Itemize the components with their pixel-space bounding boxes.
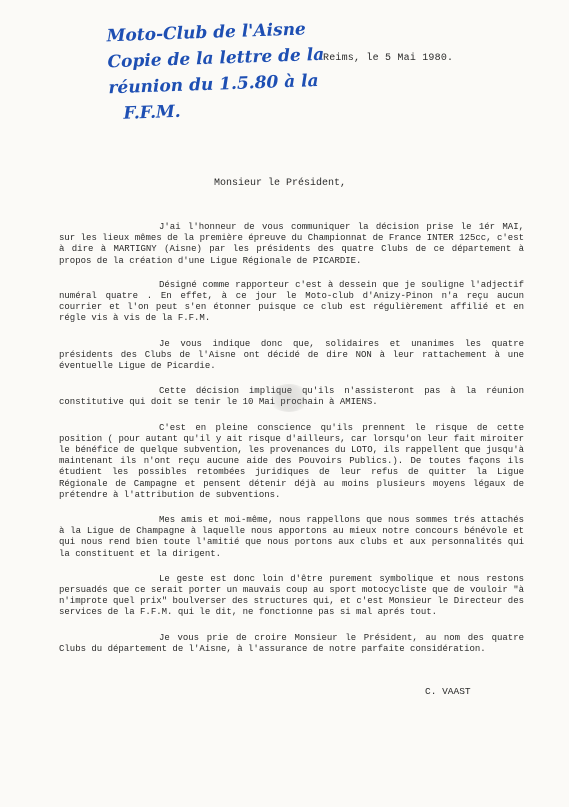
- letter-body: [59, 222, 524, 669]
- annotation-line: réunion du 1.5.80 à la: [108, 70, 319, 99]
- annotation-line: Moto-Club de l'Aisne: [106, 19, 307, 47]
- handwritten-annotation: [106, 17, 325, 128]
- body-paragraph: Je vous prie de croire Monsieur le Président, au nom des quatre Clubs du département de l'Aisne, à l'assurance de notre parfaite considération.: [59, 632, 524, 654]
- body-paragraph: C'est en pleine conscience qu'ils prennent le risque de cette position ( pour autant qu'il y ait risque d'ailleurs, car lorsqu'on leur fait miroiter le bénéfice de quelque subvention, les provenances du LOTO, ils rappellent que jusqu'à maintenant ils n'ont reçu aucune aide des Pouvoirs Publics.). De toutes façons ils étudient les possibles retombées juridiques de leur refus de quitter la Ligue Régionale de Campagne et pensent détenir déjà au moins plusieurs moyens légaux de prétendre à l'attribution de subventions.: [59, 422, 524, 500]
- body-paragraph: Mes amis et moi-même, nous rappellons que nous sommes trés attachés à la Ligue de Champagne à laquelle nous apportons au mieux notre concours bénévole et qui nous rend bien toute l'amitié que nous portons aux clubs et aux personnalités qui la constituent et la dirigent.: [59, 515, 524, 559]
- faint-stamp: [268, 384, 310, 412]
- body-paragraph: Désigné comme rapporteur c'est à dessein que je souligne l'adjectif numéral quatre . En effet, à ce jour le Moto-club d'Anizy-Pinon n'a reçu aucun courrier et l'on peut s'en étonner puisque ce club est régulièrement affilié et en régle vis à vis de la F.F.M.: [59, 279, 524, 324]
- annotation-line: Copie de la lettre de la: [107, 44, 325, 73]
- letter-date: Reims, le 5 Mai 1980.: [323, 53, 454, 64]
- body-paragraph: Cette décision implique qu'ils n'assisteront pas à la réunion constitutive qui doit se tenir le 10 Mai prochain à AMIENS.: [59, 386, 524, 408]
- body-paragraph: Je vous indique donc que, solidaires et unanimes les quatre présidents des Clubs de l'Aisne ont décidé de dire NON à leur rattachement à une éventuelle Ligue de Picardie.: [59, 338, 524, 372]
- body-paragraph: Le geste est donc loin d'être purement symbolique et nous restons persuadés que ce serait porter un mauvais coup au sport motocycliste que de vouloir "à n'improte quel prix" boulverser des structures qui, et c'est Monsieur le Directeur des services de la F.F.M. qui le dit, ne fonctionne pas si mal aprés tout.: [59, 573, 524, 618]
- letter-salutation: Monsieur le Président,: [214, 178, 347, 189]
- annotation-line: F.F.M.: [123, 101, 182, 124]
- letter-signature: C. VAAST: [425, 686, 471, 697]
- body-paragraph: J'ai l'honneur de vous communiquer la décision prise le 1ér MAI, sur les lieux mêmes de la première épreuve du Championnat de France INTER 125cc, c'est à dire à MARTIGNY (Aisne) par les présidents des quatre Clubs de ce département à propos de la création d'une Ligue Régionale de PICARDIE.: [59, 222, 524, 266]
